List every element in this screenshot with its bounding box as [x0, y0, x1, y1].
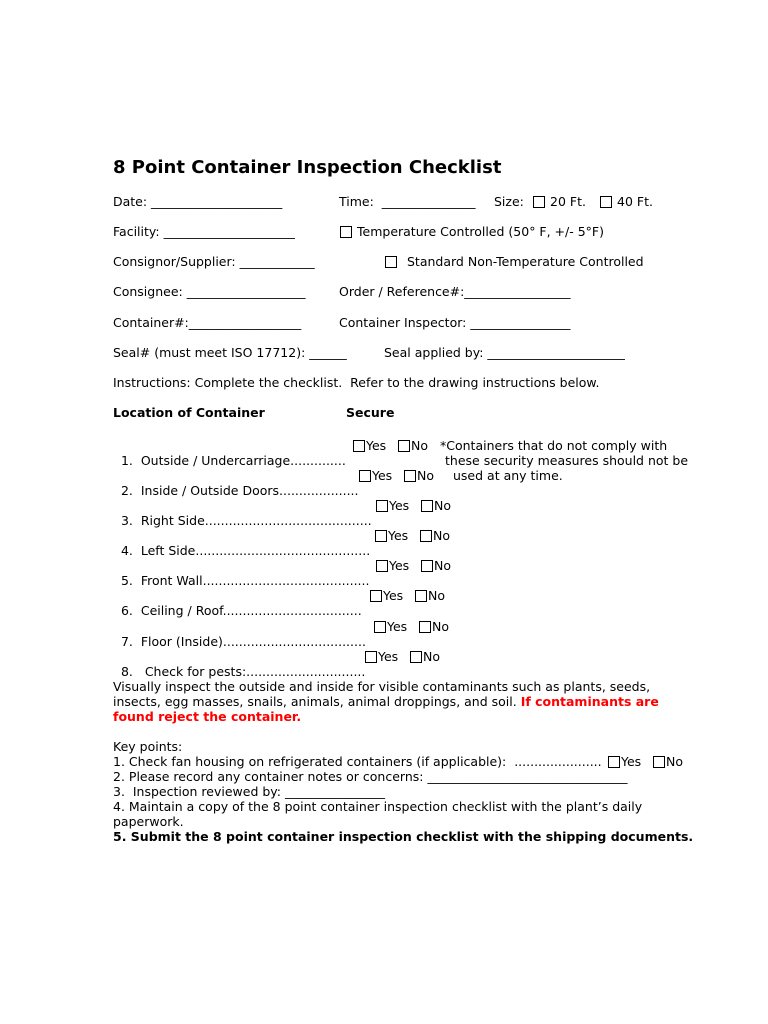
row-number: 1.	[120, 453, 133, 468]
fan-housing-yes-checkbox[interactable]	[608, 756, 620, 768]
seal-number-field[interactable]: Seal# (must meet ISO 17712): ______	[113, 345, 347, 360]
row-label: Ceiling / Roof...................................	[140, 603, 362, 618]
row-5-yes-label: Yes	[389, 558, 410, 573]
row-label: Inside / Outside Doors....................	[140, 483, 359, 498]
row-7-no-label: No	[432, 619, 449, 634]
secure-header: Secure	[346, 405, 395, 420]
location-header: Location of Container	[113, 405, 265, 420]
row-number: 6.	[120, 603, 133, 618]
row-label: Left Side............................................	[140, 543, 371, 558]
date-field[interactable]: Date: _____________________	[113, 194, 283, 209]
key-point-1: 1. Check fan housing on refrigerated containers (if applicable): ......................	[113, 754, 602, 769]
fan-housing-yes-label: Yes	[621, 754, 642, 769]
row-3-no-label: No	[434, 498, 451, 513]
row-4-yes-checkbox[interactable]	[375, 530, 387, 542]
compliance-note-line-2: these security measures should not be	[445, 453, 689, 468]
row-2-no-checkbox[interactable]	[404, 470, 416, 482]
checklist-row-4	[113, 528, 370, 558]
order-reference-field[interactable]: Order / Reference#:_________________	[339, 284, 571, 299]
size-20ft-checkbox[interactable]	[533, 196, 545, 208]
row-2-yes-checkbox[interactable]	[359, 470, 371, 482]
consignee-field[interactable]: Consignee: ___________________	[113, 284, 306, 299]
row-number: 8.	[120, 664, 133, 679]
key-point-4: 4. Maintain a copy of the 8 point container inspection checklist with the plant’s daily	[113, 799, 643, 814]
key-point-5: 5. Submit the 8 point container inspection checklist with the shipping documents.	[113, 829, 694, 844]
size-20ft-label: 20 Ft.	[550, 194, 586, 209]
key-points-heading: Key points:	[113, 739, 183, 754]
row-7-yes-checkbox[interactable]	[374, 621, 386, 633]
checklist-row-5	[113, 558, 369, 588]
row-1-no-label: No	[411, 438, 428, 453]
time-field[interactable]: Time: _______________	[339, 194, 476, 209]
key-point-4-continued: paperwork.	[113, 814, 184, 829]
contaminants-warning-line-3: found reject the container.	[113, 709, 302, 724]
compliance-note-line-3: used at any time.	[453, 468, 563, 483]
row-7-yes-label: Yes	[387, 619, 408, 634]
row-number: 5.	[120, 573, 133, 588]
row-number: 2.	[120, 483, 133, 498]
row-number: 3.	[120, 513, 133, 528]
key-point-3[interactable]: 3. Inspection reviewed by: ________________	[113, 784, 385, 799]
key-point-2[interactable]: 2. Please record any container notes or concerns: ________________________________	[113, 769, 628, 784]
row-6-yes-label: Yes	[383, 588, 404, 603]
container-inspector-field[interactable]: Container Inspector: ________________	[339, 315, 571, 330]
row-8-yes-label: Yes	[378, 649, 399, 664]
checklist-row-6	[113, 588, 362, 618]
checklist-row-3	[113, 498, 372, 528]
consignor-field[interactable]: Consignor/Supplier: ____________	[113, 254, 315, 269]
compliance-note-line-1: *Containers that do not comply with	[440, 438, 668, 453]
size-40ft-label: 40 Ft.	[617, 194, 653, 209]
checklist-row-8	[113, 649, 365, 679]
contaminants-line-1: Visually inspect the outside and inside for visible contaminants such as plants, seeds,	[113, 679, 651, 694]
temp-controlled-checkbox[interactable]	[340, 226, 352, 238]
size-label: Size:	[494, 194, 524, 209]
row-label: Outside / Undercarriage..............	[140, 453, 346, 468]
row-4-no-checkbox[interactable]	[420, 530, 432, 542]
row-number: 4.	[120, 543, 133, 558]
row-5-no-checkbox[interactable]	[421, 560, 433, 572]
row-2-no-label: No	[417, 468, 434, 483]
fan-housing-no-checkbox[interactable]	[653, 756, 665, 768]
row-8-yes-checkbox[interactable]	[365, 651, 377, 663]
row-2-yes-label: Yes	[372, 468, 393, 483]
row-6-no-checkbox[interactable]	[415, 590, 427, 602]
row-number: 7.	[120, 634, 133, 649]
row-label: Check for pests:..............................	[140, 664, 366, 679]
row-7-no-checkbox[interactable]	[419, 621, 431, 633]
instructions-text: Instructions: Complete the checklist. Refer to the drawing instructions below.	[113, 375, 600, 390]
facility-field[interactable]: Facility: _____________________	[113, 224, 295, 239]
row-8-no-label: No	[423, 649, 440, 664]
row-6-no-label: No	[428, 588, 445, 603]
non-temp-label: Standard Non-Temperature Controlled	[407, 254, 644, 269]
size-40ft-checkbox[interactable]	[600, 196, 612, 208]
row-1-yes-checkbox[interactable]	[353, 440, 365, 452]
row-label: Right Side..........................................	[140, 513, 372, 528]
fan-housing-no-label: No	[666, 754, 683, 769]
row-6-yes-checkbox[interactable]	[370, 590, 382, 602]
row-label: Floor (Inside)....................................	[140, 634, 366, 649]
row-1-yes-label: Yes	[366, 438, 387, 453]
row-3-no-checkbox[interactable]	[421, 500, 433, 512]
row-8-no-checkbox[interactable]	[410, 651, 422, 663]
non-temp-checkbox[interactable]	[385, 256, 397, 268]
row-4-yes-label: Yes	[388, 528, 409, 543]
container-number-field[interactable]: Container#:__________________	[113, 315, 302, 330]
temp-controlled-label: Temperature Controlled (50° F, +/- 5°F)	[357, 224, 604, 239]
contaminants-warning: If contaminants are	[520, 694, 659, 709]
row-3-yes-label: Yes	[389, 498, 410, 513]
contaminants-line-2	[113, 694, 659, 709]
checklist-row-2	[113, 468, 359, 498]
checklist-row-1	[113, 438, 346, 468]
seal-applied-by-field[interactable]: Seal applied by: ______________________	[384, 345, 625, 360]
row-label: Front Wall..........................................	[140, 573, 370, 588]
row-5-no-label: No	[434, 558, 451, 573]
page-title: 8 Point Container Inspection Checklist	[113, 157, 502, 178]
row-5-yes-checkbox[interactable]	[376, 560, 388, 572]
row-3-yes-checkbox[interactable]	[376, 500, 388, 512]
row-4-no-label: No	[433, 528, 450, 543]
contaminants-plain-text: insects, egg masses, snails, animals, animal droppings, and soil.	[113, 694, 521, 709]
row-1-no-checkbox[interactable]	[398, 440, 410, 452]
checklist-row-7	[113, 619, 366, 649]
